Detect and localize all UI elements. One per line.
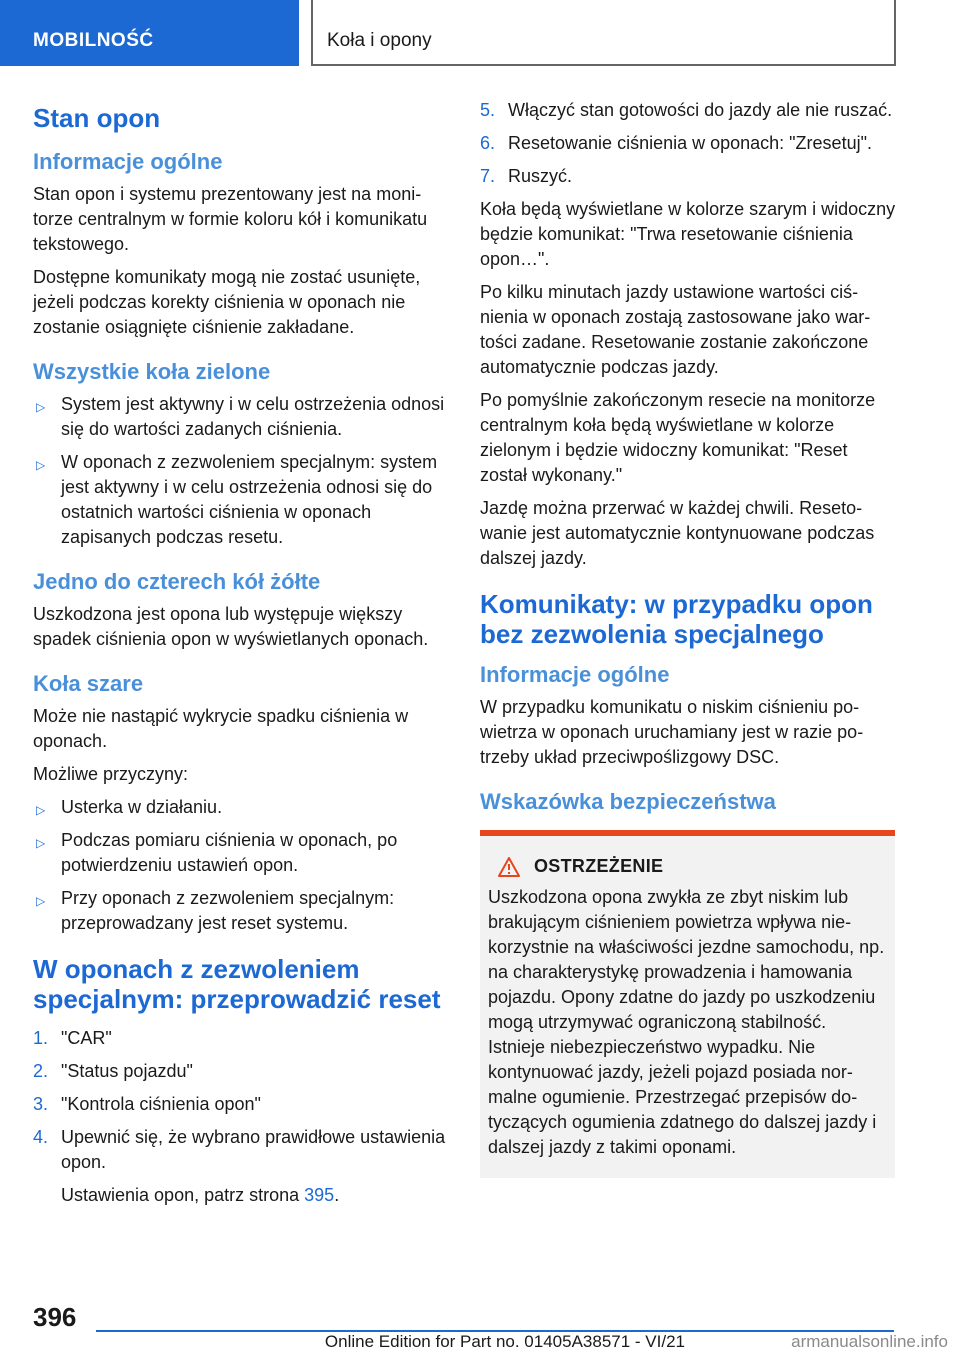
list-item: ▷ Przy oponach z zezwoleniem specjalnym: przeprowadzany jest reset systemu. [36,888,395,933]
general-heading: Informacje ogólne [33,149,223,174]
step-item: 1. "CAR" [33,1028,112,1048]
right-column [480,98,896,1178]
triangle-right-icon: ▷ [36,836,46,850]
reset-steps [33,1026,449,1208]
warning-triangle-icon [498,857,520,877]
reset-paragraph-4: Jazdę można przerwać w każdej chwili. Resetowanie jest automatycznie kontynuowane podczas dalszej jazdy. [480,498,875,568]
grey-paragraph-2: Możliwe przyczyny: [33,764,189,784]
page-header [0,0,960,66]
step-item: 6. Resetowanie ciśnienia w oponach: "Zresetuj". [480,133,872,153]
reset-paragraph-3: Po pomyślnie zakończonym resecie na monitorze centralnym koła będą wyświetlane w kolorze zielonym i będzie widoczny komunikat: "Reset został wykonany." [480,390,876,485]
messages-general-paragraph: W przypadku komunikatu o niskim ciśnieniu powietrza w oponach uruchamiany jest w razie potrzeby układ przeciwpoślizgowy DSC. [480,697,864,767]
messages-heading: Komunikaty: w przypadku opon bez zezwolenia specjalnego [480,589,873,649]
step-item: 3. "Kontrola ciśnienia opon" [33,1094,261,1114]
chapter-tab: Koła i opony [311,0,896,66]
watermark: armanualsonline.info [791,1332,948,1351]
grey-list [33,795,449,936]
step-note: Ustawienia opon, patrz strona 395. [61,1185,340,1205]
list-item: ▷ System jest aktywny i w celu ostrzeżenia odnosi się do wartości zadanych ciśnienia. [36,394,445,439]
step-item: 7. Ruszyć. [480,166,573,186]
general-paragraph-1: Stan opon i systemu prezentowany jest na monitorze centralnym w formie koloru kół i komunikatu tekstowego. [33,184,428,254]
warning-text: Uszkodzona opona zwykła ze zbyt niskim lub brakującym ciśnieniem powietrza wpływa niekorzystnie na właściwości jezdne samochodu, np. na charakterystykę prowadzenia i hamowania pojazdu. Opony zdatne do jazdy po uszkodzeniu mogą utrzymywać ograniczoną stabilność. Istnieje niebezpieczeństwo wypadku. Nie kontynuować jazdy, jeżeli pojazd posiada normalne ogumienie. Przestrzegać przepisów dotyczących ogumienia zdatnego do dalszej jazdy i dalszej jazdy z takimi oponami. [488,887,885,1157]
triangle-right-icon: ▷ [36,894,46,908]
grey-heading: Koła szare [33,671,144,696]
warning-label: OSTRZEŻENIE [534,856,664,876]
page-number: 396 [33,1302,77,1332]
reset-steps-continued [480,98,896,189]
yellow-heading: Jedno do czterech kół żółte [33,569,321,594]
reset-paragraph-2: Po kilku minutach jazdy ustawione wartości ciśnienia w oponach zostają zastosowane jako wartości zadane. Resetowanie zostanie zakończone automatycznie podczas jazdy. [480,282,871,377]
warning-box [480,830,895,1178]
page-title: Stan opon [33,103,161,133]
page-link[interactable]: 395 [304,1185,335,1205]
triangle-right-icon: ▷ [36,458,46,472]
safety-heading: Wskazówka bezpieczeństwa [480,789,776,814]
reset-paragraph-1: Koła będą wyświetlane w kolorze szarym i widoczny będzie komunikat: "Trwa resetowanie ciśnienia opon…". [480,199,896,269]
list-item: ▷ W oponach z zezwoleniem specjalnym: system jest aktywny i w celu ostrzeżenia odnosi się do ostatnich wartości ciśnienia w oponach zapisanych podczas resetu. [36,452,438,547]
left-column [33,98,449,1216]
green-heading: Wszystkie koła zielone [33,359,271,384]
warning-header [498,856,887,877]
grey-paragraph-1: Może nie nastąpić wykrycie spadku ciśnienia w oponach. [33,706,409,751]
triangle-right-icon: ▷ [36,803,46,817]
triangle-right-icon: ▷ [36,400,46,414]
messages-general-heading: Informacje ogólne [480,662,670,687]
step-item: 2. "Status pojazdu" [33,1061,193,1081]
yellow-paragraph: Uszkodzona jest opona lub występuje większy spadek ciśnienia opon w wyświetlanych oponach. [33,604,429,649]
green-list [33,392,449,550]
page-footer [0,1290,960,1362]
reset-heading: W oponach z zezwoleniem specjalnym: przeprowadzić reset [33,954,441,1014]
list-item: ▷ Usterka w działaniu. [33,795,449,820]
list-item: ▷ Podczas pomiaru ciśnienia w oponach, po potwierdzeniu ustawień opon. [36,830,398,875]
section-tab: MOBILNOŚĆ [0,0,299,66]
general-paragraph-2: Dostępne komunikaty mogą nie zostać usunięte, jeżeli podczas korekty ciśnienia w oponach nie zostanie osiągnięte ciśnienie zakładane. [33,267,421,337]
edition-text: Online Edition for Part no. 01405A38571 - VI/21 [324,1332,685,1351]
step-item: 4. Upewnić się, że wybrano prawidłowe ustawienia opon. Ustawienia opon, patrz strona 395. [33,1125,449,1208]
step-item: 5. Włączyć stan gotowości do jazdy ale nie ruszać. [480,100,893,120]
